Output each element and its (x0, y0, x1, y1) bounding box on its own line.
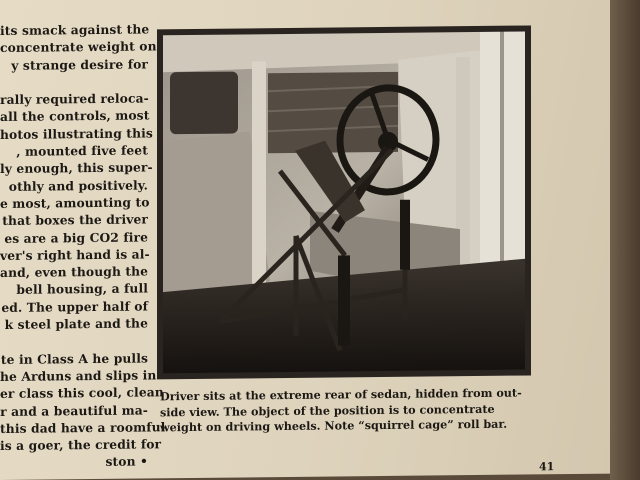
text-line: and, even though the (0, 263, 149, 281)
text-line: e most, amounting to (0, 194, 150, 211)
text-line (0, 72, 148, 91)
text-line: es are a big CO2 fire (4, 229, 148, 246)
car-interior-photo (160, 28, 528, 376)
text-line: is a goer, the credit for (0, 436, 162, 454)
page-number: 41 (539, 460, 555, 474)
text-line: , mounted five feet (16, 142, 148, 159)
text-line (0, 332, 148, 351)
page-edge-shadow (610, 0, 640, 480)
text-line: y strange desire for (11, 56, 148, 73)
text-line: he Arduns and slips in (0, 367, 157, 384)
text-line: bell housing, a full (16, 280, 148, 298)
text-line: ston • (105, 453, 148, 470)
caption-line: Driver sits at the extreme rear of sedan, hidden from out- (160, 385, 522, 404)
caption-line: weight on driving wheels. Note “squirrel cage” roll bar. (160, 416, 508, 435)
text-line: all the controls, most (0, 107, 150, 125)
text-line: er class this cool, clean (0, 384, 164, 402)
photo-caption (160, 385, 532, 435)
text-line: ly enough, this super- (0, 159, 153, 177)
text-line: k steel plate and the (4, 315, 148, 332)
article-text-column (0, 20, 166, 471)
rear-window (170, 72, 238, 135)
text-line: ver's right hand is al- (0, 246, 150, 263)
text-line: this dad have a roomful (0, 419, 166, 436)
text-line: hotos illustrating this (0, 125, 153, 142)
photo-illustration (160, 28, 528, 376)
text-line: ed. The upper half of (1, 298, 148, 315)
text-line: its smack against the (0, 21, 150, 38)
text-line: rally required reloca- (0, 90, 149, 108)
caption-line: side view. The object of the position is to concentrate (160, 401, 495, 419)
text-line: r and a beautiful ma- (0, 401, 148, 419)
text-line: concentrate weight on (0, 38, 157, 56)
text-line: te in Class A he pulls (0, 350, 148, 367)
text-line: othly and positively. (8, 177, 148, 194)
text-line: that boxes the driver (2, 211, 148, 229)
